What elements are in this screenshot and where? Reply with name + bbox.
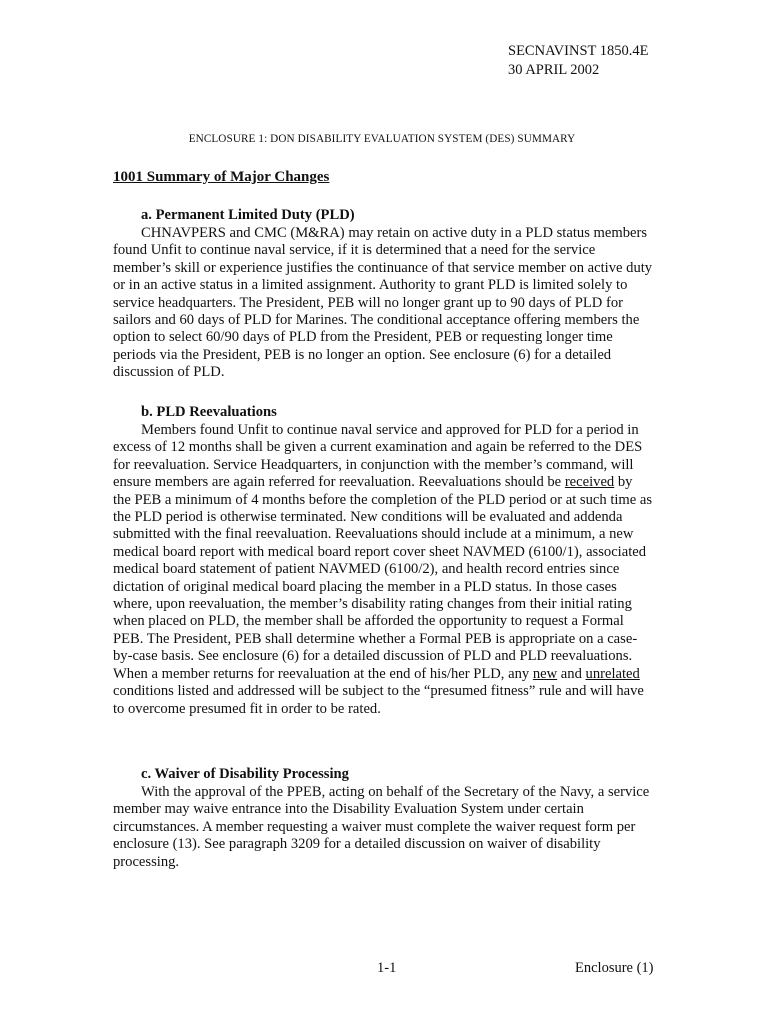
paragraph-line: excess of 12 months shall be given a current examination and again be referred to the DES [113,439,643,456]
subsection-heading: b. PLD Reevaluations [141,404,277,420]
enclosure-title: ENCLOSURE 1: DON DISABILITY EVALUATION SYSTEM (DES) SUMMARY [188,133,576,145]
subsection-pld [113,206,658,382]
line-text: and [557,665,586,682]
paragraph-line: With the approval of the PPEB, acting on behalf of the Secretary of the Navy, a service [141,784,650,800]
line-text: When a member returns for reevaluation at the end of his/her PLD, any [113,665,533,682]
underlined-word: unrelated [585,665,640,682]
section-title: 1001 Summary of Major Changes [113,169,330,185]
document-header [508,42,648,80]
paragraph-line: service headquarters. The President, PEB will no longer grant up to 90 days of PLD for [113,294,623,311]
paragraph-line: submitted with the final reevaluation. Reevaluations should include at a minimum, a new [113,526,634,543]
paragraph-line: where, upon reevaluation, the member’s disability rating changes from their initial rating [113,596,632,613]
subsection-paragraph [113,225,658,382]
paragraph-line [113,474,658,491]
paragraph-line: PEB. The President, PEB shall determine whether a Formal PEB is appropriate on a case- [113,630,638,647]
paragraph-line: member’s skill or experience justifies the continuance of that service member on active duty [113,259,653,276]
enclosure-label: Enclosure (1) [575,960,654,976]
subsection-pld-reevaluations [113,403,658,718]
paragraph-line: sailors and 60 days of PLD for Marines. The conditional acceptance offering members the [113,312,640,329]
page-number: 1-1 [377,960,397,976]
paragraph-line: CHNAVPERS and CMC (M&RA) may retain on active duty in a PLD status members [141,225,648,241]
paragraph-line: circumstances. A member requesting a waiver must complete the waiver request form per [113,818,636,835]
paragraph-line: medical board report with medical board report cover sheet NAVMED (6100/1), associated [113,543,647,560]
paragraph-line: enclosure (13). See paragraph 3209 for a detailed discussion on waiver of disability [113,836,601,853]
subsection-paragraph [113,784,658,871]
paragraph-line: or in an active status in a limited assignment. Authority to grant PLD is limited solely to [113,277,628,294]
paragraph-line: the PEB a minimum of 4 months before the completion of the PLD period or at such time as [113,491,653,508]
paragraph-line: processing. [113,853,180,870]
instruction-number: SECNAVINST 1850.4E [508,43,649,59]
paragraph-line: conditions listed and addressed will be subject to the “presumed fitness” rule and will have [113,683,644,700]
paragraph-line: member may waive entrance into the Disability Evaluation System under certain [113,801,584,818]
line-text: ensure members are again referred for reevaluation. Reevaluations should be [113,474,565,491]
underlined-word: new [532,665,558,682]
paragraph-line: periods via the President, PEB is no longer an option. See enclosure (6) for a detailed [113,346,612,363]
subsection-paragraph [113,422,658,718]
paragraph-line: Members found Unfit to continue naval service and approved for PLD for a period in [141,422,639,438]
paragraph-line: found Unfit to continue naval service, if it is determined that a need for the service [113,242,596,259]
paragraph-line: for reevaluation. Service Headquarters, in conjunction with the member’s command, will [113,456,634,473]
subsection-waiver [113,765,658,871]
paragraph-line: dictation of original medical board placing the member in a PLD status. In those cases [113,578,617,595]
paragraph-line: medical board statement of patient NAVMED (6100/2), and health record entries since [113,561,620,578]
underlined-word: received [564,474,615,491]
instruction-date: 30 APRIL 2002 [508,62,600,78]
line-text: by [614,474,633,491]
paragraph-line: the PLD period is otherwise terminated. New conditions will be evaluated and addenda [113,509,623,526]
paragraph-line: when placed on PLD, the member shall be afforded the opportunity to request a Formal [113,613,624,630]
paragraph-line [113,666,658,683]
paragraph-line: option to select 60/90 days of PLD from the President, PEB or requesting longer time [113,329,613,346]
paragraph-line: by-case basis. See enclosure (6) for a detailed discussion of PLD and PLD reevaluations. [113,648,633,665]
paragraph-line: to overcome presumed fit in order to be rated. [113,700,381,717]
subsection-heading: a. Permanent Limited Duty (PLD) [141,207,355,223]
paragraph-line: discussion of PLD. [113,364,225,381]
subsection-heading: c. Waiver of Disability Processing [141,766,349,782]
